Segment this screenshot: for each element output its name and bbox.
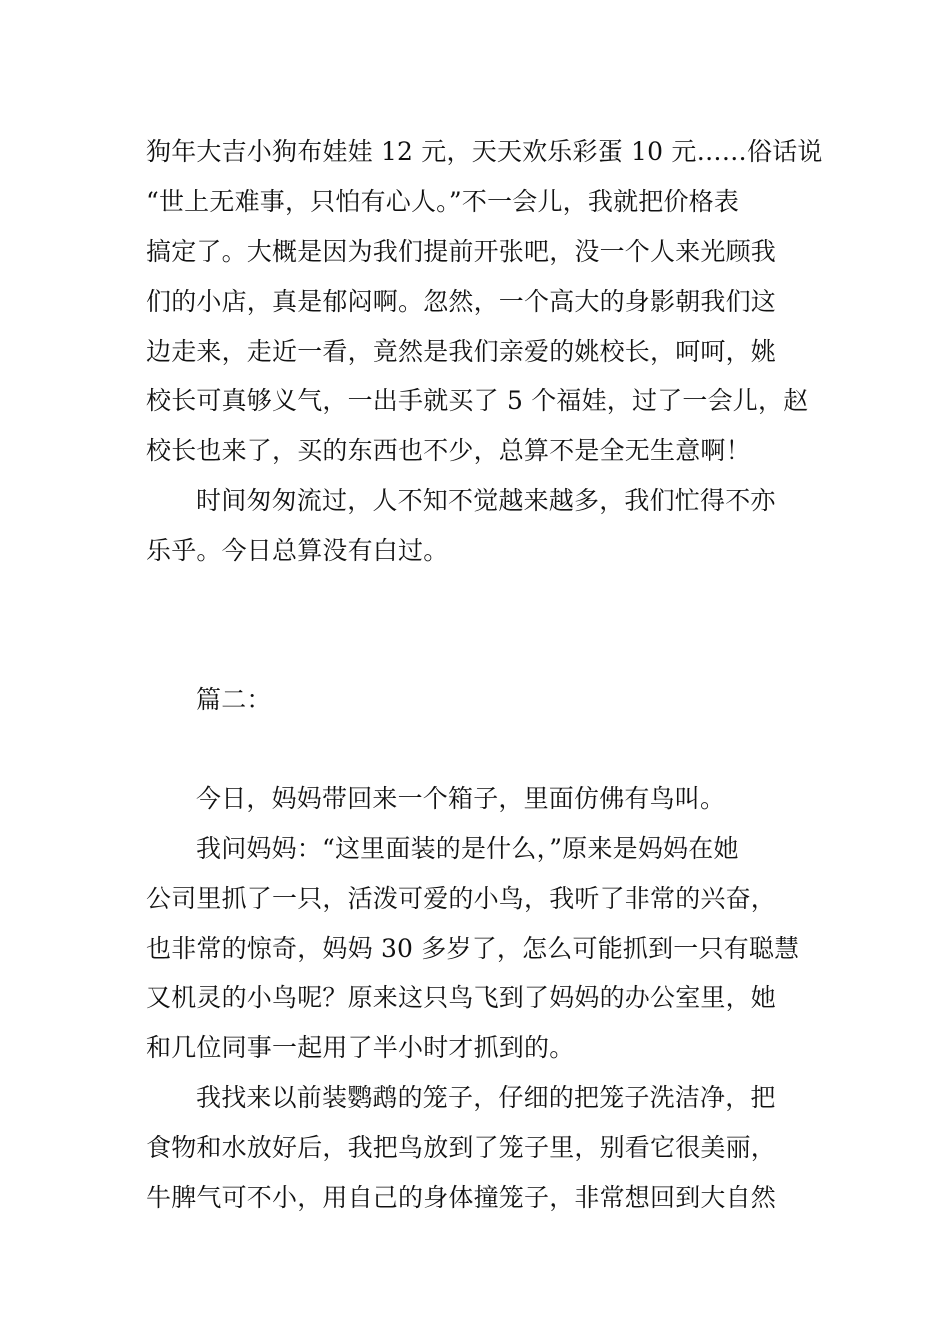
text-line: 牛脾气可不小，用自己的身体撞笼子，非常想回到大自然 <box>146 1183 777 1212</box>
text-line: 也非常的惊奇，妈妈 30 多岁了，怎么可能抓到一只有聪慧 <box>146 934 800 963</box>
text-line: 们的小店，真是郁闷啊。忽然，一个高大的身影朝我们这 <box>146 287 777 316</box>
text-line: 今日，妈妈带回来一个箱子，里面仿佛有鸟叫。 <box>196 784 726 813</box>
text-line: 边走来，走近一看，竟然是我们亲爱的姚校长，呵呵，姚 <box>146 337 777 366</box>
text-line: 我问妈妈：“这里面装的是什么，”原来是妈妈在她 <box>196 834 739 863</box>
text-line: 搞定了。大概是因为我们提前开张吧，没一个人来光顾我 <box>146 237 777 266</box>
text-line: 时间匆匆流过，人不知不觉越来越多，我们忙得不亦 <box>196 486 776 515</box>
section-heading: 篇二： <box>196 685 272 714</box>
text-line: 我找来以前装鹦鹉的笼子，仔细的把笼子洗洁净，把 <box>196 1083 776 1112</box>
text-line: 公司里抓了一只，活泼可爱的小鸟，我听了非常的兴奋， <box>146 884 777 913</box>
text-line: 和几位同事一起用了半小时才抓到的。 <box>146 1033 575 1062</box>
text-line: 又机灵的小鸟呢？原来这只鸟飞到了妈妈的办公室里，她 <box>146 983 777 1012</box>
text-line: 狗年大吉小狗布娃娃 12 元，天天欢乐彩蛋 10 元……俗话说 <box>146 137 823 166</box>
text-line: “世上无难事，只怕有心人。”不一会儿，我就把价格表 <box>146 187 740 216</box>
text-line: 校长可真够义气，一出手就买了 5 个福娃，过了一会儿，赵 <box>146 386 809 415</box>
text-line: 乐乎。今日总算没有白过。 <box>146 536 449 565</box>
text-line: 食物和水放好后，我把鸟放到了笼子里，别看它很美丽， <box>146 1133 777 1162</box>
text-line: 校长也来了，买的东西也不少，总算不是全无生意啊！ <box>146 436 751 465</box>
